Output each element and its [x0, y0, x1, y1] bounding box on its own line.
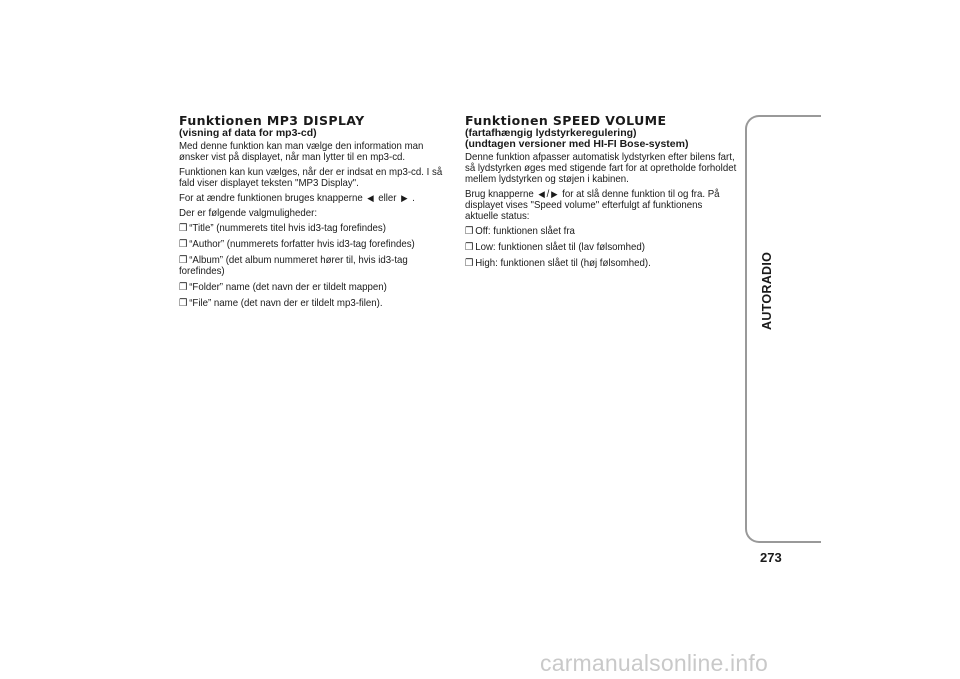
- checkbox-bullet-icon: ❒: [179, 255, 188, 266]
- speed-options-list: [465, 226, 737, 269]
- mp3-options-list: [179, 223, 451, 309]
- checkbox-bullet-icon: ❒: [465, 226, 474, 237]
- speed-volume-heading: Funktionen SPEED VOLUME: [465, 113, 667, 128]
- right-column: [465, 114, 737, 274]
- checkbox-bullet-icon: ❒: [179, 223, 188, 234]
- mp3-para-3-mid: eller: [378, 193, 397, 204]
- list-item-text: Off: funktionen slået fra: [475, 226, 575, 237]
- checkbox-bullet-icon: ❒: [465, 242, 474, 253]
- speed-para-2-sep: /: [546, 189, 550, 200]
- list-item: [179, 255, 451, 277]
- checkbox-bullet-icon: ❒: [179, 239, 188, 250]
- list-item-text: “Author” (nummerets forfatter hvis id3-tag forefindes): [189, 239, 415, 250]
- checkbox-bullet-icon: ❒: [179, 298, 188, 309]
- list-item: [465, 258, 737, 269]
- list-item-text: “Folder” name (det navn der er tildelt mappen): [189, 282, 387, 293]
- mp3-para-1: Med denne funktion kan man vælge den information man ønsker vist på displayet, når man lytter til en mp3-cd.: [179, 141, 424, 163]
- checkbox-bullet-icon: ❒: [179, 282, 188, 293]
- list-item: [179, 239, 451, 250]
- speed-volume-subheading-1: (fartafhængig lydstyrkeregulering): [465, 127, 637, 139]
- list-item-text: “Title” (nummerets titel hvis id3-tag forefindes): [189, 223, 386, 234]
- watermark-text: carmanualsonline.info: [540, 650, 768, 676]
- list-item-text: “File” name (det navn der er tildelt mp3-filen).: [189, 298, 383, 309]
- mp3-para-2: Funktionen kan kun vælges, når der er indsat en mp3-cd. I så fald viser displayet teksten "MP3 Display".: [179, 167, 443, 189]
- right-arrow-icon: ▶: [551, 189, 558, 199]
- speed-para-1: Denne funktion afpasser automatisk lydstyrken efter bilens fart, så lydstyrken øges med stigende fart for at opretholde forholdet mellem lydstyrken og støjen i kabinen.: [465, 152, 737, 185]
- checkbox-bullet-icon: ❒: [465, 258, 474, 269]
- right-arrow-icon: ▶: [401, 193, 408, 203]
- mp3-para-3-post: .: [412, 193, 415, 204]
- speed-para-2-pre: Brug knapperne: [465, 189, 534, 200]
- left-arrow-icon: ◀: [538, 189, 545, 199]
- list-item: [179, 298, 451, 309]
- mp3-display-heading: Funktionen MP3 DISPLAY: [179, 113, 365, 128]
- list-item-text: “Album” (det album nummeret hører til, hvis id3-tag forefindes): [179, 255, 408, 277]
- section-tab-frame: [745, 115, 821, 543]
- list-item: [179, 282, 451, 293]
- list-item: [465, 226, 737, 237]
- speed-volume-subheading-2: (undtagen versioner med HI-FI Bose-system): [465, 138, 689, 150]
- mp3-para-3: [179, 193, 451, 204]
- page-number: 273: [760, 550, 782, 565]
- left-arrow-icon: ◀: [367, 193, 374, 203]
- speed-para-2: [465, 189, 737, 222]
- list-item: [179, 223, 451, 234]
- mp3-display-subheading: (visning af data for mp3-cd): [179, 127, 317, 139]
- speed-para-2-post: for at slå denne funktion til og fra. På displayet vises "Speed volume" efterfulgt af funktionens aktuelle status:: [465, 189, 720, 222]
- left-column: [179, 114, 451, 314]
- mp3-para-4: Der er følgende valgmuligheder:: [179, 208, 318, 219]
- list-item: [465, 242, 737, 253]
- list-item-text: High: funktionen slået til (høj følsomhed).: [475, 258, 651, 269]
- mp3-para-3-pre: For at ændre funktionen bruges knapperne: [179, 193, 363, 204]
- section-label: AUTORADIO: [760, 251, 774, 330]
- list-item-text: Low: funktionen slået til (lav følsomhed): [475, 242, 645, 253]
